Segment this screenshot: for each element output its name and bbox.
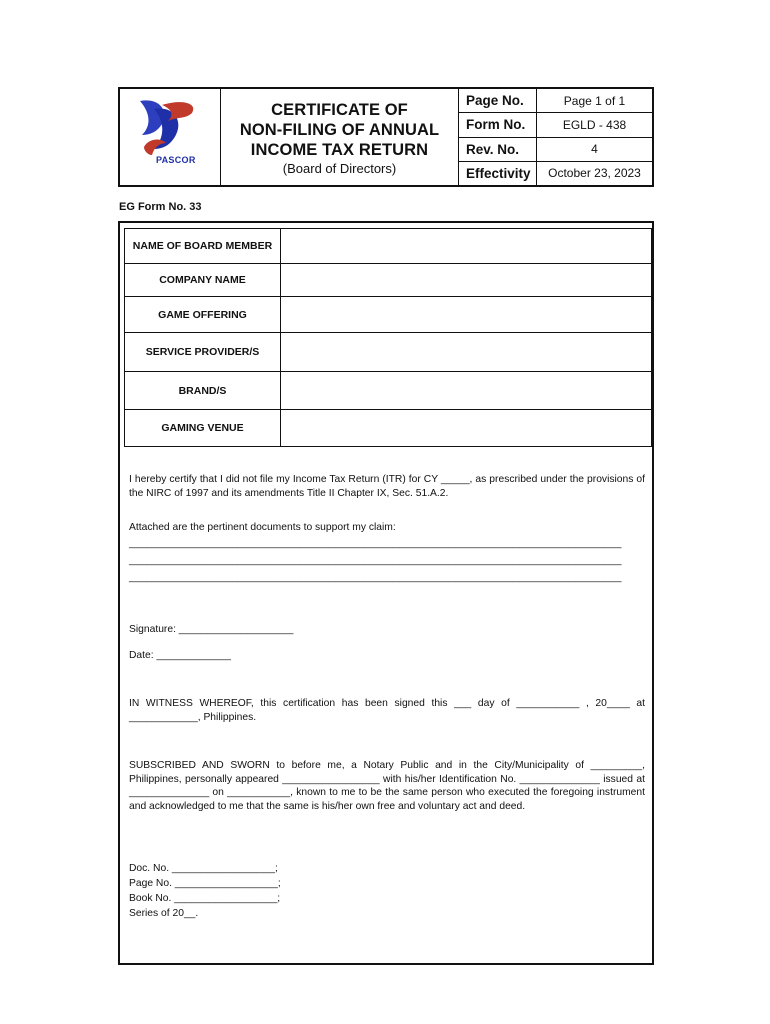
table-row xyxy=(125,372,652,410)
meta-label: Effectivity xyxy=(459,162,537,185)
meta-label: Page No. xyxy=(459,89,537,112)
meta-value: October 23, 2023 xyxy=(548,166,641,181)
form-number: EG Form No. 33 xyxy=(119,201,202,213)
certification-paragraph: I hereby certify that I did not file my Income Tax Return (ITR) for CY _____, as prescribed under the provisions of the NIRC of 1997 and its amendments Title II Chapter IX, Sec. 51.A.2. xyxy=(129,474,645,499)
field-label-board-member: NAME OF BOARD MEMBER xyxy=(125,229,281,264)
field-label-company: COMPANY NAME xyxy=(125,264,281,297)
meta-row-effectivity xyxy=(459,162,652,185)
date-line[interactable]: Date: _____________ xyxy=(129,650,231,661)
logo-text: PASCOR xyxy=(156,155,196,165)
field-input-brands[interactable] xyxy=(281,372,652,410)
series-line[interactable]: Series of 20__. xyxy=(129,908,199,919)
witness-paragraph: IN WITNESS WHEREOF, this certification has been signed this ___ day of ___________ , 20____ at ____________, Philippines. xyxy=(129,698,645,723)
document-meta xyxy=(459,89,652,185)
field-label-game-offering: GAME OFFERING xyxy=(125,297,281,333)
document-title-block xyxy=(221,89,459,185)
meta-label: Rev. No. xyxy=(459,138,537,161)
sworn-paragraph: SUBSCRIBED AND SWORN to before me, a Notary Public and in the City/Municipality of _________, Philippines, personally appeared _________________ with his/her Identification No. ______________ issued at ______________ on ___________, known to me to be the same person who executed the foregoing instrument and acknowledged to me that the same is his/her own free and voluntary act and deed. xyxy=(129,760,645,812)
form-body xyxy=(118,221,654,965)
table-row xyxy=(125,229,652,264)
field-input-board-member[interactable] xyxy=(281,229,652,264)
book-no-line[interactable]: Book No. __________________; xyxy=(129,893,281,904)
page-no-line[interactable]: Page No. __________________; xyxy=(129,878,281,889)
field-label-brands: BRAND/S xyxy=(125,372,281,410)
field-input-service-provider[interactable] xyxy=(281,333,652,372)
title-line-2: NON-FILING OF ANNUAL xyxy=(239,121,440,139)
logo xyxy=(120,89,221,185)
document-subtitle: (Board of Directors) xyxy=(282,161,397,176)
table-row xyxy=(125,264,652,297)
table-row xyxy=(125,410,652,447)
signature-line[interactable]: Signature: ____________________ xyxy=(129,624,294,635)
meta-row-page xyxy=(459,89,652,113)
meta-label: Form No. xyxy=(459,113,537,136)
blank-line[interactable]: ______________________________________________________________________________________ xyxy=(129,538,622,549)
field-input-company[interactable] xyxy=(281,264,652,297)
meta-value: Page 1 of 1 xyxy=(563,93,626,108)
field-input-game-offering[interactable] xyxy=(281,297,652,333)
title-line-3: INCOME TAX RETURN xyxy=(250,141,429,159)
field-label-service-provider: SERVICE PROVIDER/S xyxy=(125,333,281,372)
meta-row-form xyxy=(459,113,652,137)
field-label-gaming-venue: GAMING VENUE xyxy=(125,410,281,447)
table-row xyxy=(125,333,652,372)
doc-no-line[interactable]: Doc. No. __________________; xyxy=(129,863,278,874)
meta-value: 4 xyxy=(591,142,598,157)
table-row xyxy=(125,297,652,333)
document-header xyxy=(118,87,654,187)
pagcor-logo-icon xyxy=(120,89,218,185)
field-input-gaming-venue[interactable] xyxy=(281,410,652,447)
meta-value: EGLD - 438 xyxy=(562,117,627,132)
blank-line[interactable]: ______________________________________________________________________________________ xyxy=(129,555,622,566)
blank-line[interactable]: ______________________________________________________________________________________ xyxy=(129,572,622,583)
info-table xyxy=(124,228,652,447)
title-line-1: CERTIFICATE OF xyxy=(271,101,408,119)
attached-documents-label: Attached are the pertinent documents to support my claim: xyxy=(129,522,396,533)
meta-row-rev xyxy=(459,138,652,162)
